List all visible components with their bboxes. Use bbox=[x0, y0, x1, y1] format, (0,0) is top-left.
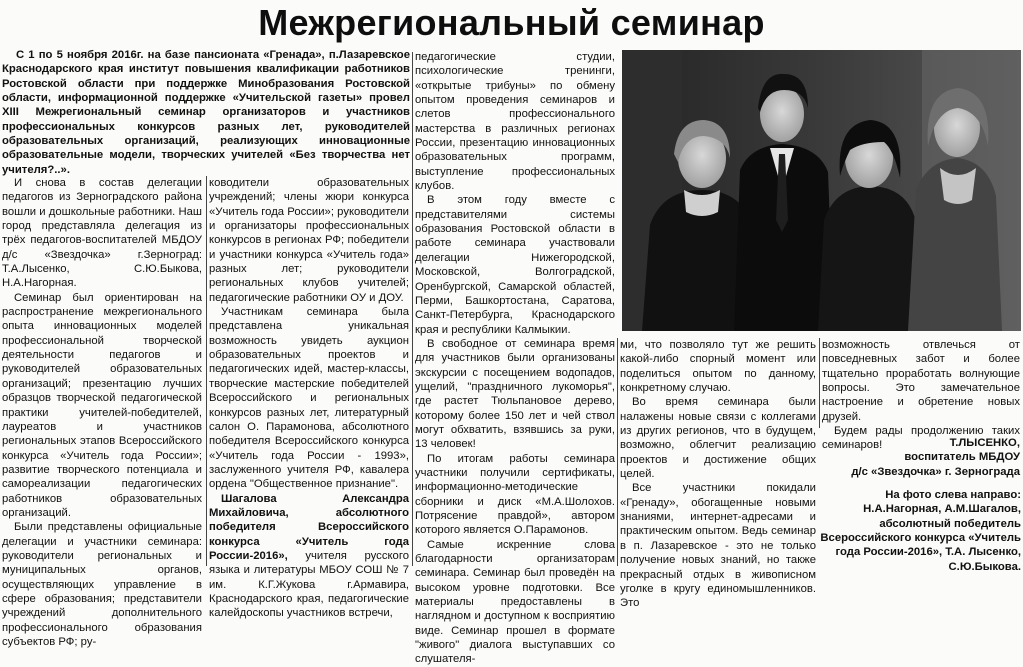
author-name: Т.ЛЫСЕНКО, bbox=[949, 437, 1020, 449]
group-photo bbox=[622, 50, 1021, 331]
article-headline: Межрегиональный семинар bbox=[258, 2, 765, 43]
column-rule bbox=[206, 176, 207, 566]
paragraph: ководители образовательных учреждений; члены жюри конкурса «Учитель года России»; руководители и организаторы профессиональных конкурсов в регионах РФ; победители и участники конкурса «Учитель года» разных лет; руководители региональных клубов учителей; педагогические работники ОУ и ДОУ. bbox=[209, 177, 409, 304]
article-column-3 bbox=[415, 50, 615, 666]
paragraph: Участникам семинара была представлена уникальная возможность увидеть аукцион образовательных проектов и педагогических идей, мастер-классы, творческие мастерские победителей Всероссийского и региональных конкурсов разных лет, литературный салон О. Парамонова, абсолютного победителя Всероссийского конкурса «Учитель года России - 1993», заслуженного учителя РФ, кавалера ордена "Общественное признание". bbox=[209, 306, 409, 491]
paragraph: По итогам работы семинара участники получили сертификаты, информационно-методические сборники и диск «М.А.Шолохов. Потрясение правдой», автором которого является О.Парамонов. bbox=[415, 452, 615, 537]
paragraph: Будем рады продолжению таких семинаров! bbox=[822, 425, 1020, 452]
article-column-2 bbox=[209, 176, 409, 620]
author-organization: д/с «Звездочка» г. Зернограда bbox=[851, 465, 1020, 478]
paragraph: В этом году вместе с представителями системы образования Ростовской области в работе семинара участвовали делегации Нижегородской, Московской, Волгоградской, Оренбургской, Самарской областей, Перми, Башкортостана, Саратова, Санкт-Петербурга, Краснодарского края и республики Калмыкии. bbox=[415, 194, 615, 336]
column-rule bbox=[819, 338, 820, 428]
article-column-1 bbox=[2, 176, 202, 648]
paragraph: Семинар был ориентирован на распространение межрегионального опыта инновационных моделей профессиональной творческой деятельности педагогов и руководителей образовательных организаций; презентацию лучших образцов творческой педагогической практики учителей-победителей, лауреатов и участников региональных этапов Всероссийского конкурса «Учитель года России»; развитие творческого потенциала и самореализации педагогических работников образовательных организаций. bbox=[2, 291, 202, 519]
author-position: воспитатель МБДОУ bbox=[904, 451, 1020, 464]
column-rule bbox=[617, 338, 618, 566]
paragraph: И снова в состав делегации педагогов из Зерноградского района вошли и дошкольные работники. Наш город представляла делегация из трёх педагогов-воспитателей МБДОУ д/с «Звездочка» г.Зерноград: Т.А.Лысенко, С.Ю.Быкова, Н.А.Нагорная. bbox=[2, 177, 202, 290]
group-photo-image bbox=[622, 50, 1021, 331]
paragraph: возможность отвлечься от повседневных забот и более тщательно проработать волнующие вопросы. Это замечательное настроение и обретение новых друзей. bbox=[822, 339, 1020, 423]
author-signature bbox=[820, 436, 1020, 479]
photo-caption: На фото слева направо: Н.А.Нагорная, А.М.Шагалов, абсолютный победитель Всероссийского конкурса «Учитель года России-2016», Т.А. Лысенко, С.Ю.Быкова. bbox=[820, 489, 1021, 573]
article-column-4 bbox=[620, 338, 816, 610]
paragraph: В свободное от семинара время для участников были организованы экскурсии с посещением водопадов, ущелий, "праздничного лукоморья", где растет Тюльпановое дерево, которому более 150 лет и чей ствол могут обхватить, взявшись за руки, 13 человек! bbox=[415, 337, 615, 451]
column-rule bbox=[412, 52, 413, 566]
lead-text: С 1 по 5 ноября 2016г. на базе пансионата «Гренада», п.Лазаревское Краснодарского края институт повышения квалификации работников Ростовской области при поддержке Минобразования Ростовской области, информационной поддержке «Учительской газеты» провел XIII Межрегиональный семинар организаторов и участников профессиональных конкурсов разных лет, руководителей образовательных организаций, реализующих инновационные образовательные модели, творческих учителей «Без творчества нет учителя?..». bbox=[2, 49, 410, 176]
paragraph: педагогические студии, психологические тренинги, «открытые трибуны» по обмену опытом проведения семинаров и слетов профессионального мастерства в различных регионах России, презентацию инновационных образовательных программ, выступление профессиональных клубов. bbox=[415, 51, 615, 193]
bold-name: Шагалова Александра Михайловича, абсолютного победителя Всероссийского конкурса «Учитель года России-2016», bbox=[209, 492, 409, 562]
paragraph: Во время семинара были налажены новые связи с коллегами из других регионов, что в будущем, возможно, облегчит реализацию проектов и достижение общих целей. bbox=[620, 396, 816, 481]
paragraph: ми, что позволяло тут же решить какой-либо спорный момент или поделиться опытом по данному, конкретному случаю. bbox=[620, 339, 816, 395]
paragraph bbox=[209, 492, 409, 621]
paragraph-text: учителя русского языка и литературы МБОУ СОШ № 7 им. К.Г.Жукова г.Армавира, Краснодарского края, педагогические калейдоскопы участников встречи, bbox=[209, 549, 409, 620]
paragraph: Были представлены официальные делегации и участники семинара: руководители региональных и муниципальных органов, осуществляющих управление в сфере образования; представители учреждений дополнительного профессионального образования субъектов РФ; ру- bbox=[2, 521, 202, 648]
paragraph: Самые искренние слова благодарности организаторам семинара. Семинар был проведён на высоком уровне подготовки. Все материалы предоставлены в наглядном и доступном к восприятию виде. Семинар прошел в формате "живого" диалога выступавших со слушателя- bbox=[415, 538, 615, 666]
paragraph: Все участники покидали «Гренаду», обогащенные новыми знаниями, интернет-адресами и практическим опытом. Ведь семинар в п. Лазаревское - это не только получение новых знаний, но также прекрасный отдых в живописном уголке в кругу единомышленников. Это bbox=[620, 482, 816, 610]
lead-paragraph bbox=[2, 48, 410, 176]
